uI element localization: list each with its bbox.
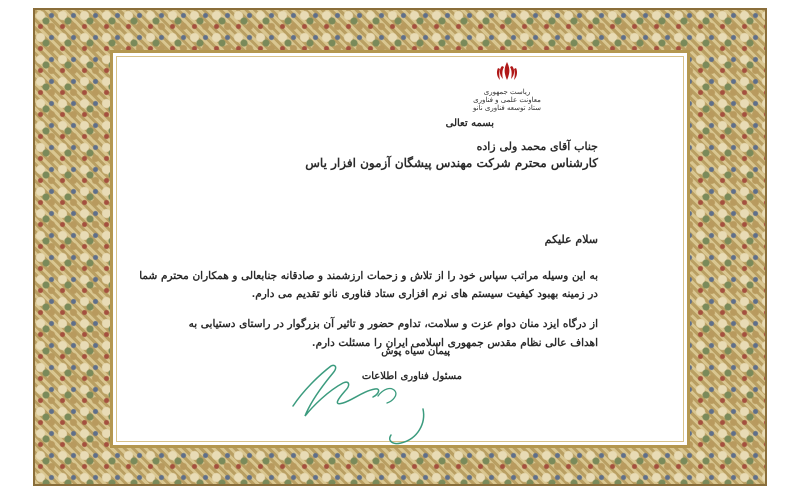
- body-line: در زمینه بهبود کیفیت سیستم های نرم افزاری ستاد فناوری نانو تقدیم می دارم.: [251, 288, 598, 300]
- letter-content: [118, 56, 680, 441]
- recipient-title: کارشناس محترم شرکت مهندس پیشگان آزمون افزار یاس: [305, 156, 598, 170]
- body-line: از درگاه ایزد منان دوام عزت و سلامت، تداوم حضور و تاثیر آن بزرگوار در راستای دستیابی به: [188, 318, 598, 330]
- recipient-name: جناب آقای محمد ولی زاده: [476, 140, 598, 153]
- signature-mark: [283, 361, 428, 446]
- letterhead: [462, 60, 552, 112]
- body-line: اهداف عالی نظام مقدس جمهوری اسلامی ایران را مسئلت دارم.: [311, 337, 598, 349]
- org-line-1: ریاست جمهوری: [483, 88, 531, 96]
- org-line-3: ستاد توسعه فناوری نانو: [473, 104, 541, 112]
- signer-title: مسئول فناوری اطلاعات: [361, 371, 462, 382]
- iran-emblem-icon: [494, 60, 520, 82]
- greeting: سلام علیکم: [544, 233, 598, 246]
- bismillah: بسمه تعالی: [445, 118, 494, 129]
- org-line-2: معاونت علمی و فناوری: [473, 96, 541, 104]
- body-line: به این وسیله مراتب سپاس خود را از تلاش و زحمات ارزشمند و صادقانه جنابعالی و همکاران محترم شما: [139, 270, 598, 282]
- signer-name: پیمان سیاه پوش: [381, 346, 450, 357]
